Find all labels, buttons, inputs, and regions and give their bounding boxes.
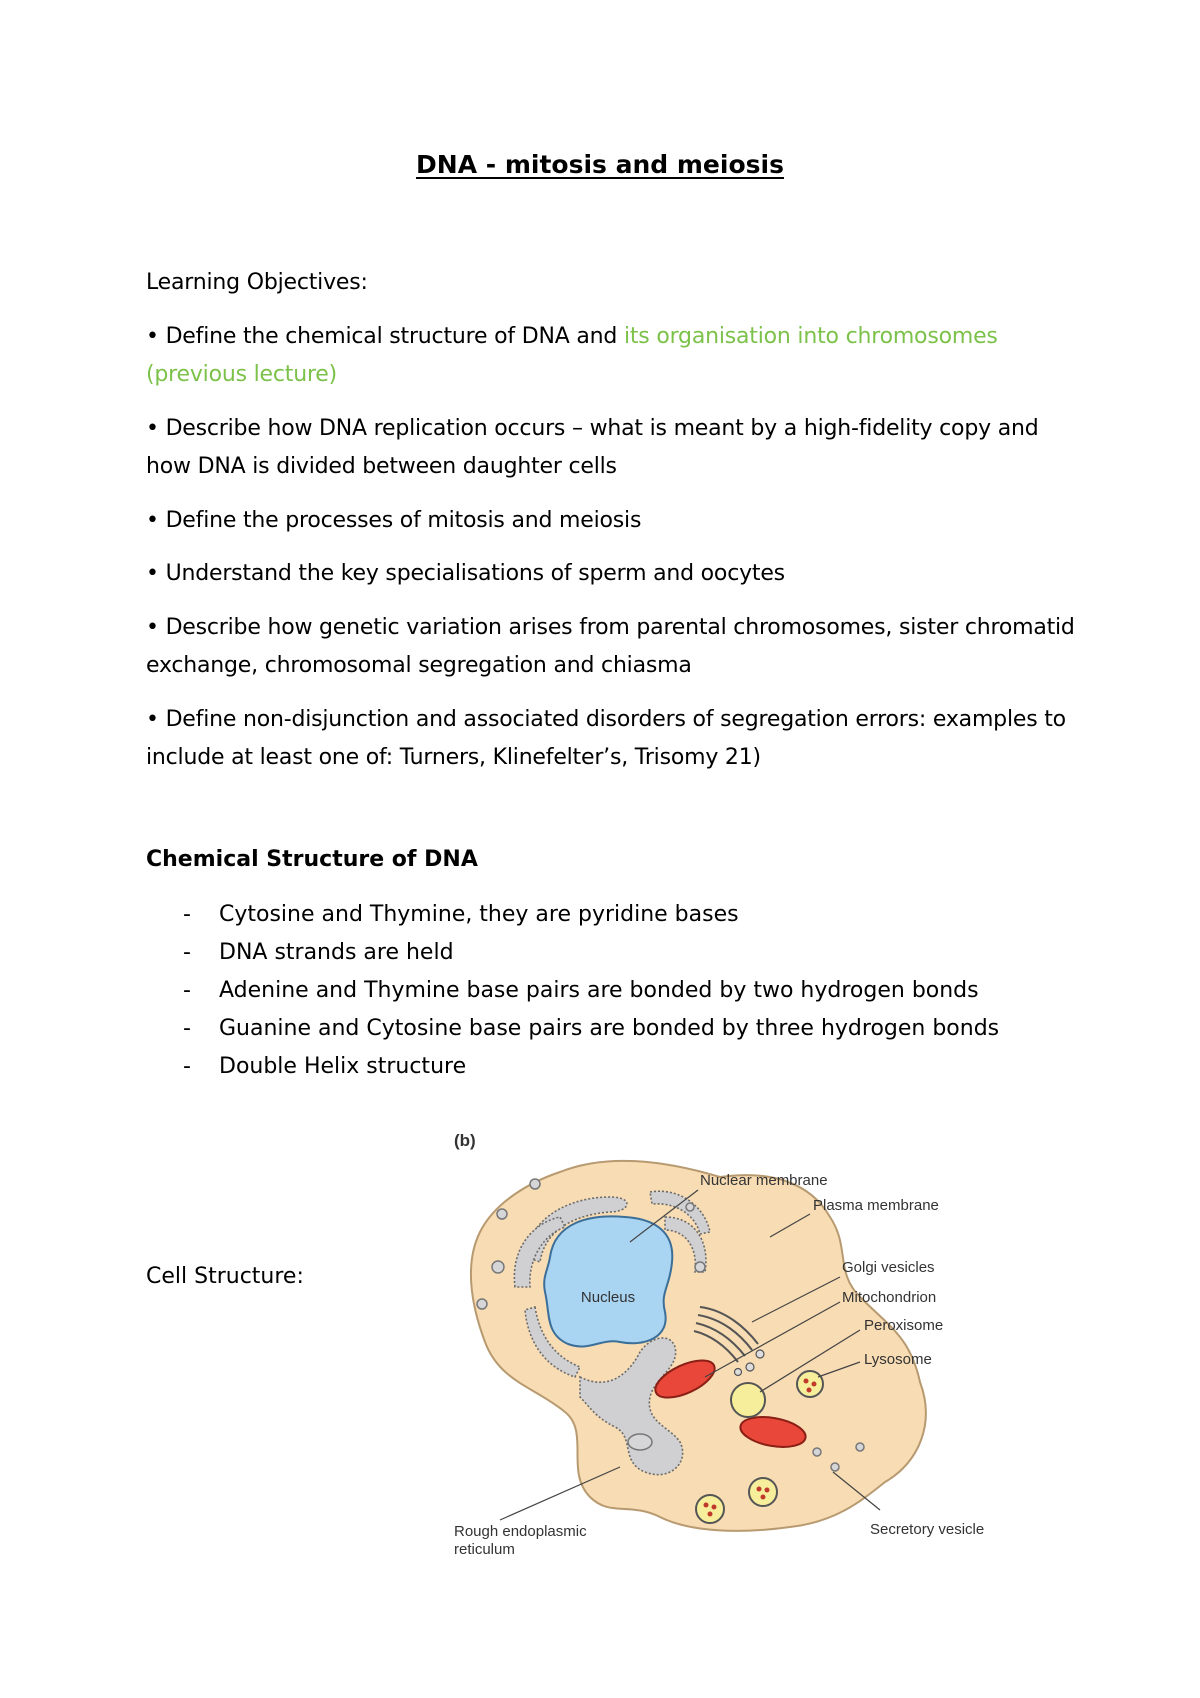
cell-diagram bbox=[440, 1122, 1040, 1582]
label-golgi-vesicles: Golgi vesicles bbox=[842, 1259, 935, 1276]
label-secretory-vesicle: Secretory vesicle bbox=[870, 1521, 985, 1538]
list-dash: - bbox=[183, 940, 191, 965]
objective-item: • Define the processes of mitosis and meiosis bbox=[146, 508, 642, 533]
objective-item: • Describe how DNA replication occurs – what is meant by a high-fidelity copy and how DNA is divided between daughter cells bbox=[146, 416, 1039, 479]
label-nuclear-membrane: Nuclear membrane bbox=[700, 1172, 828, 1189]
cell-structure-label: Cell Structure: bbox=[146, 1264, 304, 1289]
objective-item: • Understand the key specialisations of sperm and oocytes bbox=[146, 561, 785, 586]
list-item bbox=[146, 896, 999, 934]
list-dash: - bbox=[183, 1016, 191, 1041]
list-item-text: DNA strands are held bbox=[219, 940, 454, 965]
list-item bbox=[146, 1048, 999, 1086]
objective-item: • Define non-disjunction and associated disorders of segregation errors: examples to include at least one of: Turners, Klinefelter’s, Trisomy 21) bbox=[146, 707, 1066, 770]
objective-item: • Describe how genetic variation arises from parental chromosomes, sister chromatid exchange, chromosomal segregation and chiasma bbox=[146, 615, 1075, 678]
objectives-heading: Learning Objectives: bbox=[146, 270, 368, 295]
list-dash: - bbox=[183, 978, 191, 1003]
list-item-text: Guanine and Cytosine base pairs are bonded by three hydrogen bonds bbox=[219, 1016, 1000, 1041]
label-peroxisome: Peroxisome bbox=[864, 1317, 944, 1334]
objective-highlight: its organisation into chromosomes (previous lecture) bbox=[146, 324, 998, 387]
list-item bbox=[146, 934, 999, 972]
label-mitochondrion: Mitochondrion bbox=[842, 1289, 937, 1306]
list-dash: - bbox=[183, 1054, 191, 1079]
peroxisome-shape bbox=[731, 1383, 765, 1417]
objective-item bbox=[146, 318, 1086, 394]
dna-facts-list bbox=[146, 896, 999, 1086]
list-item-text: Cytosine and Thymine, they are pyridine bases bbox=[219, 902, 739, 927]
page-title: DNA - mitosis and meiosis bbox=[416, 150, 784, 179]
label-lysosome: Lysosome bbox=[864, 1351, 932, 1368]
panel-label: (b) bbox=[454, 1131, 476, 1150]
list-item bbox=[146, 972, 999, 1010]
list-item-text: Double Helix structure bbox=[219, 1054, 467, 1079]
dna-section-heading: Chemical Structure of DNA bbox=[146, 847, 478, 872]
list-dash: - bbox=[183, 902, 191, 927]
objective-text: • Define the chemical structure of DNA and bbox=[146, 324, 624, 349]
label-plasma-membrane: Plasma membrane bbox=[813, 1197, 939, 1214]
label-rough-er: Rough endoplasmic bbox=[454, 1523, 587, 1540]
list-item bbox=[146, 1010, 999, 1048]
nucleus-label: Nucleus bbox=[580, 1289, 636, 1306]
label-rough-er-line2: reticulum bbox=[454, 1541, 515, 1558]
list-item-text: Adenine and Thymine base pairs are bonded by two hydrogen bonds bbox=[219, 978, 979, 1003]
nucleus-shape bbox=[544, 1216, 672, 1346]
